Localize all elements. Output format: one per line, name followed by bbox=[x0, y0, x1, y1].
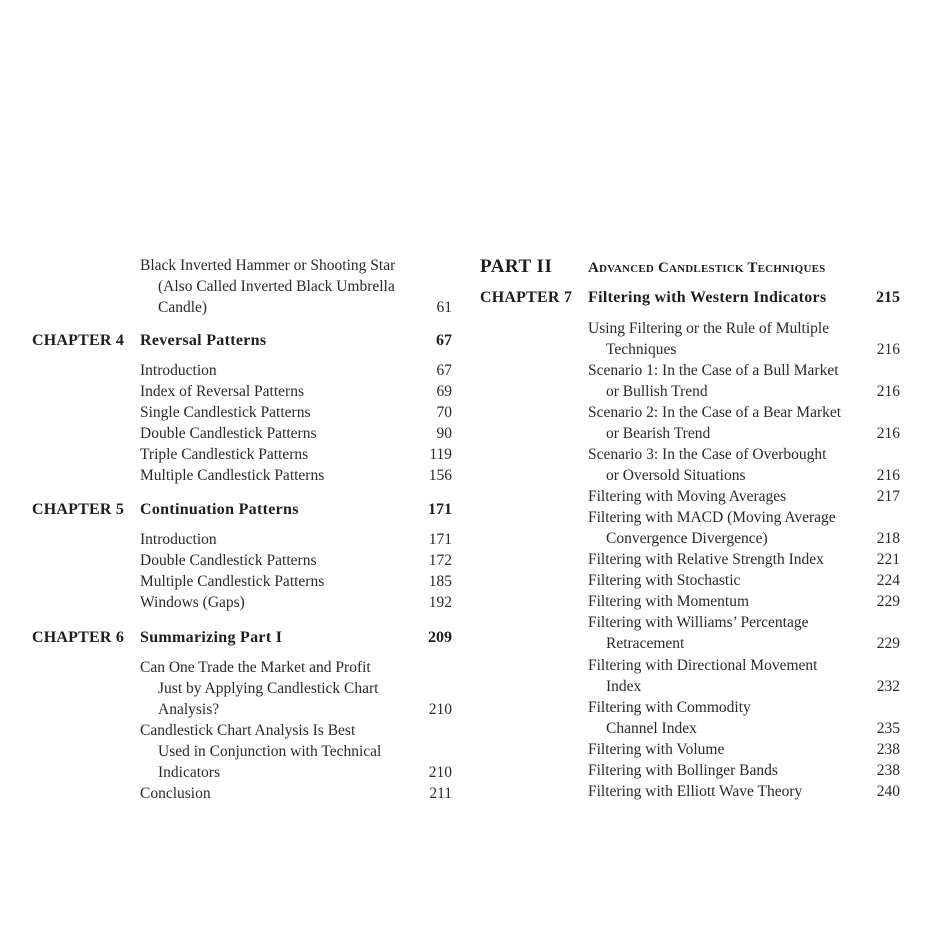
toc-entry: Multiple Candlestick Patterns bbox=[140, 573, 325, 590]
toc-entry-line: Filtering with Commodity bbox=[588, 699, 751, 716]
toc-page-number: 119 bbox=[429, 446, 452, 463]
toc-entry-line: Retracement bbox=[606, 635, 685, 652]
toc-entry: Conclusion bbox=[140, 785, 211, 802]
toc-page-number: 61 bbox=[436, 299, 452, 316]
toc-page-number: 172 bbox=[428, 552, 452, 569]
chapter-label: CHAPTER 5 bbox=[32, 501, 125, 518]
toc-entry: Filtering with Volume bbox=[588, 741, 725, 758]
toc-entry: Introduction bbox=[140, 362, 217, 379]
toc-page-number: 221 bbox=[876, 551, 900, 568]
toc-entry-line: Indicators bbox=[158, 764, 220, 781]
toc-page-number: 229 bbox=[876, 593, 900, 610]
toc-entry: Filtering with Bollinger Bands bbox=[588, 762, 778, 779]
toc-entry-line: or Bearish Trend bbox=[606, 425, 711, 442]
toc-page-number: 67 bbox=[436, 362, 452, 379]
toc-entry-line: Using Filtering or the Rule of Multiple bbox=[588, 320, 830, 337]
toc-page-number: 238 bbox=[876, 741, 900, 758]
toc-page-number: 211 bbox=[429, 785, 452, 802]
toc-entry-line: Used in Conjunction with Technical bbox=[158, 743, 382, 760]
toc-page-number: 216 bbox=[876, 467, 900, 484]
toc-entry-line: (Also Called Inverted Black Umbrella bbox=[158, 278, 395, 295]
part-label: PART II bbox=[480, 256, 553, 277]
toc-entry-line: Filtering with Williams’ Percentage bbox=[588, 614, 809, 631]
toc-page-number: 216 bbox=[876, 425, 900, 442]
toc-page-number: 185 bbox=[428, 573, 452, 590]
chapter-title: Continuation Patterns bbox=[140, 501, 299, 518]
toc-entry-line: Analysis? bbox=[158, 701, 220, 718]
toc-entry: Double Candlestick Patterns bbox=[140, 425, 317, 442]
toc-page-number: 240 bbox=[876, 783, 900, 800]
toc-entry: Filtering with Momentum bbox=[588, 593, 750, 610]
toc-entry: Single Candlestick Patterns bbox=[140, 404, 311, 421]
toc-entry-line: Black Inverted Hammer or Shooting Star bbox=[140, 257, 396, 274]
chapter-title: Filtering with Western Indicators bbox=[588, 289, 827, 306]
chapter-label: CHAPTER 4 bbox=[32, 332, 125, 349]
chapter-page-number: 67 bbox=[436, 332, 452, 349]
toc-entry-line: Filtering with MACD (Moving Average bbox=[588, 509, 836, 526]
part-title: Advanced Candlestick Techniques bbox=[588, 260, 826, 276]
toc-page-number: 232 bbox=[876, 678, 900, 695]
toc-entry-line: Candlestick Chart Analysis Is Best bbox=[140, 722, 356, 739]
toc-page-number: 70 bbox=[436, 404, 452, 421]
toc-page-number: 229 bbox=[876, 635, 900, 652]
toc-page-number: 235 bbox=[876, 720, 900, 737]
chapter-title: Reversal Patterns bbox=[140, 332, 267, 349]
toc-entry-line: Filtering with Directional Movement bbox=[588, 657, 818, 674]
toc-entry: Filtering with Stochastic bbox=[588, 572, 741, 589]
toc-entry-line: Index bbox=[606, 678, 642, 695]
toc-page-number: 192 bbox=[428, 594, 452, 611]
toc-entry-line: Scenario 3: In the Case of Overbought bbox=[588, 446, 827, 463]
toc-entry: Multiple Candlestick Patterns bbox=[140, 467, 325, 484]
chapter-label: CHAPTER 6 bbox=[32, 629, 125, 646]
toc-entry: Double Candlestick Patterns bbox=[140, 552, 317, 569]
toc-entry-line: Techniques bbox=[606, 341, 677, 358]
toc-entry-line: Scenario 1: In the Case of a Bull Market bbox=[588, 362, 839, 379]
toc-entry: Triple Candlestick Patterns bbox=[140, 446, 309, 463]
chapter-page-number: 209 bbox=[428, 629, 452, 646]
toc-page-number: 210 bbox=[428, 701, 452, 718]
chapter-page-number: 215 bbox=[876, 289, 900, 306]
toc-entry-line: Just by Applying Candlestick Chart bbox=[158, 680, 379, 697]
toc-page-number: 216 bbox=[876, 341, 900, 358]
toc-page-number: 210 bbox=[428, 764, 452, 781]
toc-page-number: 156 bbox=[428, 467, 452, 484]
toc-entry-line: or Oversold Situations bbox=[606, 467, 746, 484]
toc-entry: Filtering with Elliott Wave Theory bbox=[588, 783, 803, 800]
toc-entry-line: Candle) bbox=[158, 299, 208, 316]
toc-entry: Filtering with Moving Averages bbox=[588, 488, 787, 505]
toc-entry: Index of Reversal Patterns bbox=[140, 383, 304, 400]
chapter-page-number: 171 bbox=[428, 501, 452, 518]
toc-page-number: 224 bbox=[876, 572, 900, 589]
toc-entry-line: Convergence Divergence) bbox=[606, 530, 768, 547]
toc-entry-line: Scenario 2: In the Case of a Bear Market bbox=[588, 404, 842, 421]
toc-page-number: 218 bbox=[876, 530, 900, 547]
toc-entry-line: Channel Index bbox=[606, 720, 697, 737]
toc-entry: Windows (Gaps) bbox=[140, 594, 245, 611]
toc-page-number: 217 bbox=[876, 488, 900, 505]
toc-page-number: 238 bbox=[876, 762, 900, 779]
toc-entry-line: or Bullish Trend bbox=[606, 383, 708, 400]
toc-page-number: 171 bbox=[428, 531, 452, 548]
chapter-title: Summarizing Part I bbox=[140, 629, 283, 646]
toc-entry: Filtering with Relative Strength Index bbox=[588, 551, 824, 568]
toc-page-number: 90 bbox=[436, 425, 452, 442]
toc-page-number: 69 bbox=[436, 383, 452, 400]
chapter-label: CHAPTER 7 bbox=[480, 289, 573, 306]
toc-page-number: 216 bbox=[876, 383, 900, 400]
toc-entry: Introduction bbox=[140, 531, 217, 548]
toc-entry-line: Can One Trade the Market and Profit bbox=[140, 659, 371, 676]
